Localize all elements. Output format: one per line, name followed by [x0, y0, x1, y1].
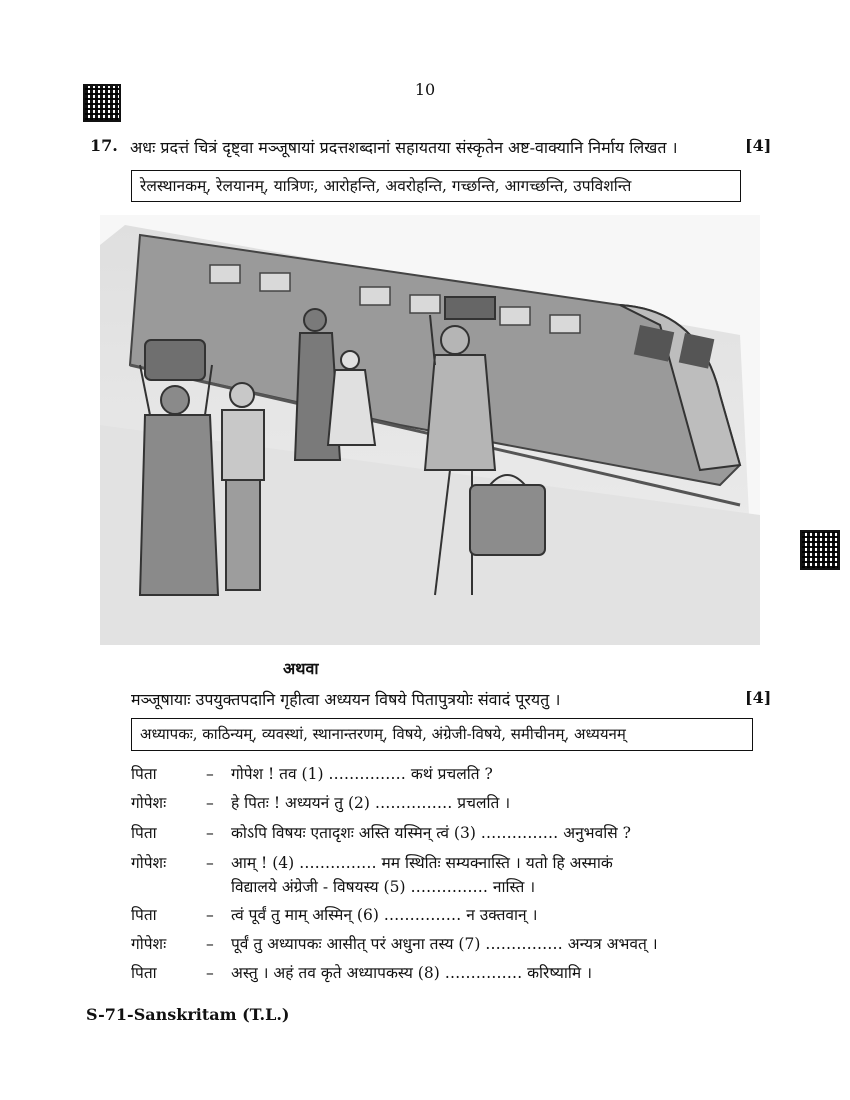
- railway-station-illustration: [100, 215, 760, 645]
- speaker: गोपेशः: [131, 794, 167, 812]
- word-box: रेलस्थानकम्, रेलयानम्, यात्रिणः, आरोहन्ति, अवरोहन्ति, गच्छन्ति, आगच्छन्ति, उपविशन्ति: [131, 170, 741, 202]
- alternate-question-marks: [4]: [745, 688, 772, 707]
- dialogue-text-continued: विद्यालये अंग्रेजी - विषयस्य (5) …………… नास्ति ।: [231, 878, 536, 896]
- dash: –: [206, 765, 214, 783]
- dialogue-text: आम् ! (4) …………… मम स्थितिः सम्यक्नास्ति । यतो हि अस्माकं: [231, 854, 613, 872]
- paper-code-footer: S-71-Sanskritam (T.L.): [86, 1005, 290, 1024]
- dialogue-text: अस्तु । अहं तव कृते अध्यापकस्य (8) …………… करिष्यामि ।: [231, 964, 592, 982]
- alternate-word-box: अध्यापकः, काठिन्यम्, व्यवस्थां, स्थानान्तरणम्, विषये, अंग्रेजी-विषये, समीचीनम्, अध्ययनम्: [131, 718, 753, 751]
- speaker: पिता: [131, 824, 157, 842]
- speaker: गोपेशः: [131, 854, 167, 872]
- question-text: अधः प्रदत्तं चित्रं दृष्ट्वा मञ्जूषायां प्रदत्तशब्दानां सहायतया संस्कृतेन अष्ट-वाक्यानि निर्माय लिखत ।: [130, 138, 678, 157]
- question-marks: [4]: [745, 136, 772, 155]
- speaker: पिता: [131, 906, 157, 924]
- speaker: पिता: [131, 964, 157, 982]
- qr-code-icon-side: [800, 530, 840, 570]
- dash: –: [206, 794, 214, 812]
- alternate-question-text: मञ्जूषायाः उपयुक्तपदानि गृहीत्वा अध्ययन विषये पितापुत्रयोः संवादं पूरयतु ।: [131, 690, 561, 709]
- dash: –: [206, 935, 214, 953]
- dialogue-text: कोऽपि विषयः एतादृशः अस्ति यस्मिन् त्वं (3) …………… अनुभवसि ?: [231, 824, 631, 842]
- speaker: गोपेशः: [131, 935, 167, 953]
- dash: –: [206, 964, 214, 982]
- dialogue-text: गोपेश ! तव (1) …………… कथं प्रचलति ?: [231, 765, 493, 783]
- dialogue-text: हे पितः ! अध्ययनं तु (2) …………… प्रचलति ।: [231, 794, 511, 812]
- page-number: 10: [414, 80, 436, 99]
- boy: [222, 383, 264, 590]
- speaker: पिता: [131, 765, 157, 783]
- question-number: 17.: [90, 136, 118, 155]
- dash: –: [206, 906, 214, 924]
- suitcase: [470, 475, 545, 555]
- dash: –: [206, 854, 214, 872]
- dialogue-text: त्वं पूर्वं तु माम् अस्मिन् (6) …………… न उक्तवान् ।: [231, 906, 538, 924]
- or-label: अथवा: [283, 659, 319, 678]
- dialogue-text: पूर्वं तु अध्यापकः आसीत् परं अधुना तस्य (7) …………… अन्यत्र अभवत् ।: [231, 935, 658, 953]
- dash: –: [206, 824, 214, 842]
